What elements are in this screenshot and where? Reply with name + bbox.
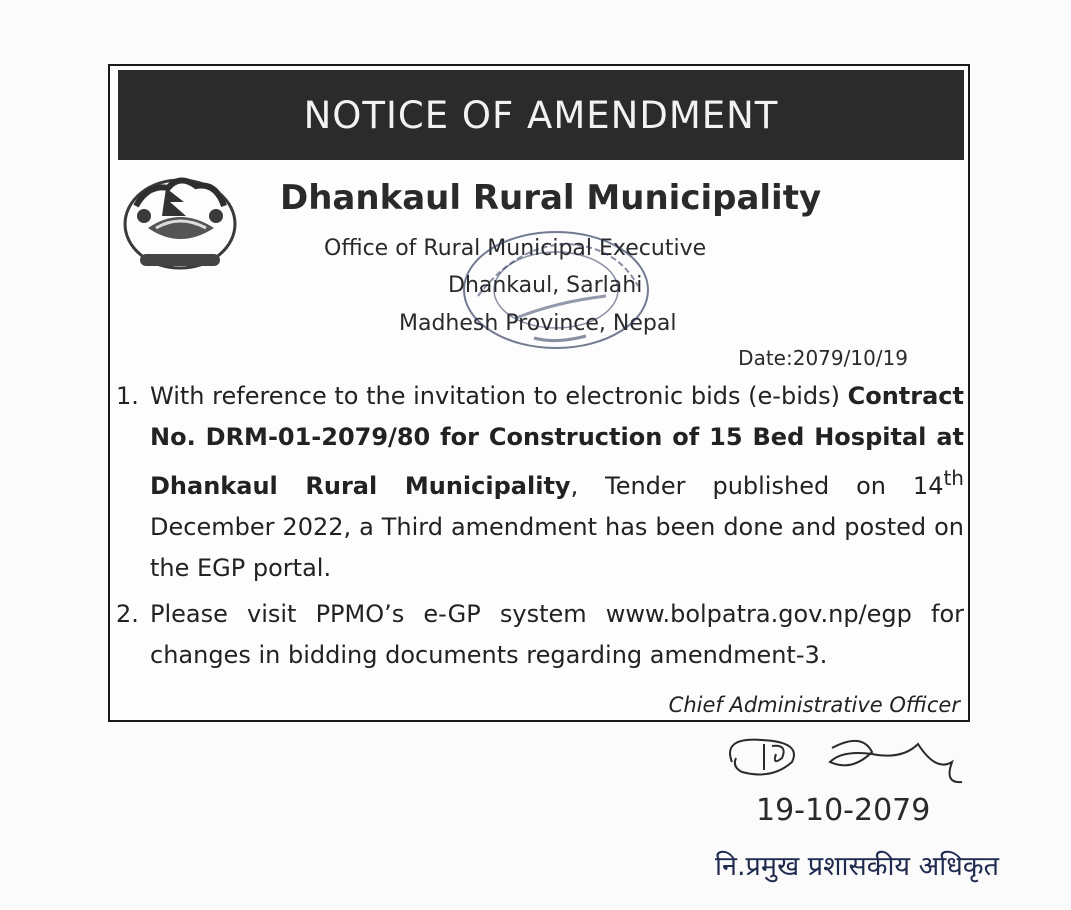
location-line: Dhankaul, Sarlahi bbox=[448, 273, 643, 298]
organization-name: Dhankaul Rural Municipality bbox=[280, 178, 822, 218]
signoff-title: Chief Administrative Officer bbox=[668, 693, 960, 717]
handwritten-date: 19-10-2079 bbox=[756, 793, 931, 828]
contract-reference: Contract No. DRM-01-2079/80 for Construction of 15 Bed Hospital at Dhankaul Rural Municipality bbox=[150, 382, 964, 500]
notice-heading: NOTICE OF AMENDMENT bbox=[118, 70, 964, 160]
office-name: Office of Rural Municipal Executive bbox=[324, 236, 707, 261]
item-number: 2. bbox=[116, 600, 139, 628]
handwritten-signature bbox=[722, 732, 1022, 842]
designation-stamp: नि.प्रमुख प्रशासकीय अधिकृत bbox=[715, 851, 1000, 882]
nepal-emblem-icon bbox=[118, 166, 242, 278]
item-text: With reference to the invitation to electronic bids (e-bids) Contract No. DRM-01-2079/80 for Construction of 15 Bed Hospital at Dhankaul Rural Municipality, Tender published on 14th December 2022, a Third amendment has been done and posted on the EGP portal. bbox=[150, 382, 964, 582]
item-text: Please visit PPMO’s e-GP system www.bolpatra.gov.np/egp for changes in bidding documents regarding amendment-3. bbox=[150, 600, 964, 669]
notice-box bbox=[108, 64, 970, 722]
item-number: 1. bbox=[116, 382, 139, 410]
notice-date: Date:2079/10/19 bbox=[738, 346, 908, 370]
province-line: Madhesh Province, Nepal bbox=[399, 311, 677, 336]
office-seal-stamp-icon bbox=[456, 226, 656, 356]
